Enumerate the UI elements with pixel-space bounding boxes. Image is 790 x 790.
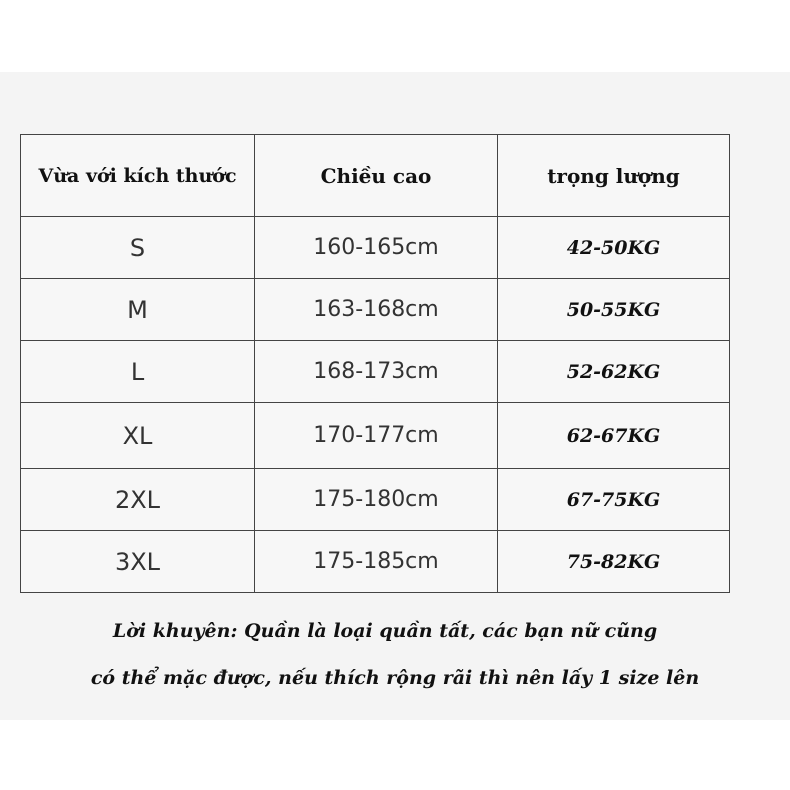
size-cell: L <box>21 341 255 403</box>
size-cell: 3XL <box>21 531 255 593</box>
table-header-row <box>21 135 730 217</box>
table-row <box>21 279 730 341</box>
weight-cell: 42-50KG <box>498 217 730 279</box>
weight-cell: 62-67KG <box>498 403 730 469</box>
size-cell: M <box>21 279 255 341</box>
weight-cell: 52-62KG <box>498 341 730 403</box>
weight-cell: 75-82KG <box>498 531 730 593</box>
header-size: Vừa với kích thước <box>21 135 255 217</box>
header-height: Chiều cao <box>255 135 498 217</box>
table-row <box>21 217 730 279</box>
table-row <box>21 403 730 469</box>
table-row <box>21 469 730 531</box>
size-cell: XL <box>21 403 255 469</box>
height-cell: 160-165cm <box>255 217 498 279</box>
height-cell: 163-168cm <box>255 279 498 341</box>
height-cell: 168-173cm <box>255 341 498 403</box>
height-cell: 175-180cm <box>255 469 498 531</box>
advice-text-line-2: có thể mặc được, nếu thích rộng rãi thì nên lấy 1 size lên <box>90 667 700 689</box>
header-weight: trọng lượng <box>498 135 730 217</box>
weight-cell: 67-75KG <box>498 469 730 531</box>
table-row <box>21 341 730 403</box>
table-row <box>21 531 730 593</box>
advice-text-line-1: Lời khuyên: Quần là loại quần tất, các bạn nữ cũng <box>112 620 658 642</box>
weight-cell: 50-55KG <box>498 279 730 341</box>
size-cell: S <box>21 217 255 279</box>
size-chart-table <box>20 134 730 593</box>
size-cell: 2XL <box>21 469 255 531</box>
height-cell: 170-177cm <box>255 403 498 469</box>
height-cell: 175-185cm <box>255 531 498 593</box>
